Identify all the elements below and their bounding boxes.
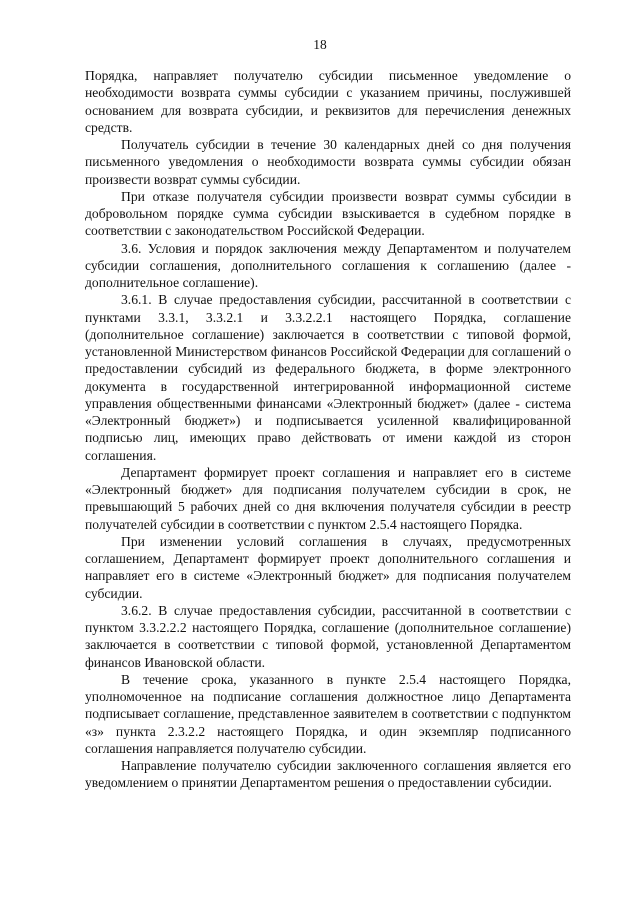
paragraph: 3.6.2. В случае предоставления субсидии, рассчитанной в соответствии с пунктом 3.3.2.2.2 настоящего Порядка, соглашение (дополнительное соглашение) заключается в соответствии с типовой формой, установленной Департаментом финансов Ивановской области. (85, 602, 571, 670)
paragraph: Направление получателю субсидии заключенного соглашения является его уведомлением о принятии Департаментом решения о предоставлении субсидии. (85, 758, 571, 791)
paragraph: 3.6.1. В случае предоставления субсидии, рассчитанной в соответствии с пунктами 3.3.1, 3.3.2.1 и 3.3.2.2.1 настоящего Порядка, соглашение (дополнительное соглашение) заключается в соответствии с типовой формой, установленной Министерством финансов Российской Федерации для соглашений о предоставлении субсидий из федерального бюджета, в форме электронного документа в государственной интегрированной информационной системе управления общественными финансами «Электронный бюджет» (далее - система «Электронный бюджет») и подписывается усиленной квалифицированной подписью лиц, имеющих право действовать от имени каждой из сторон соглашения. (85, 292, 571, 463)
page-number: 18 (313, 37, 327, 52)
document-body (85, 67, 571, 792)
paragraph: При отказе получателя субсидии произвести возврат суммы субсидии в добровольном порядке сумма субсидии взыскивается в судебном порядке в соответствии с законодательством Российской Федерации. (85, 188, 571, 239)
paragraph: Департамент формирует проект соглашения и направляет его в системе «Электронный бюджет» для подписания получателем субсидии в срок, не превышающий 5 рабочих дней со дня включения получателя субсидии в реестр получателей субсидии в соответствии с пунктом 2.5.4 настоящего Порядка. (85, 464, 571, 532)
paragraph: В течение срока, указанного в пункте 2.5.4 настоящего Порядка, уполномоченное на подписание соглашения должностное лицо Департамента подписывает соглашение, представленное заявителем в соответствии с подпунктом «з» пункта 2.3.2.2 настоящего Порядка, и один экземпляр подписанного соглашения направляется получателю субсидии. (85, 671, 571, 756)
section-heading-paragraph: 3.6. Условия и порядок заключения между Департаментом и получателем субсидии соглашения, дополнительного соглашения к соглашению (далее - дополнительное соглашение). (85, 240, 571, 290)
paragraph: При изменении условий соглашения в случаях, предусмотренных соглашением, Департамент формирует проект дополнительного соглашения и направляет его в системе «Электронный бюджет» для подписания получателем субсидии. (85, 533, 571, 601)
paragraph: Порядка, направляет получателю субсидии письменное уведомление о необходимости возврата суммы субсидии с указанием причины, послужившей основанием для возврата субсидии, и реквизитов для перечисления денежных средств. (85, 68, 571, 135)
paragraph: Получатель субсидии в течение 30 календарных дней со дня получения письменного уведомления о необходимости возврата суммы субсидии обязан произвести возврат суммы субсидии. (85, 137, 571, 187)
